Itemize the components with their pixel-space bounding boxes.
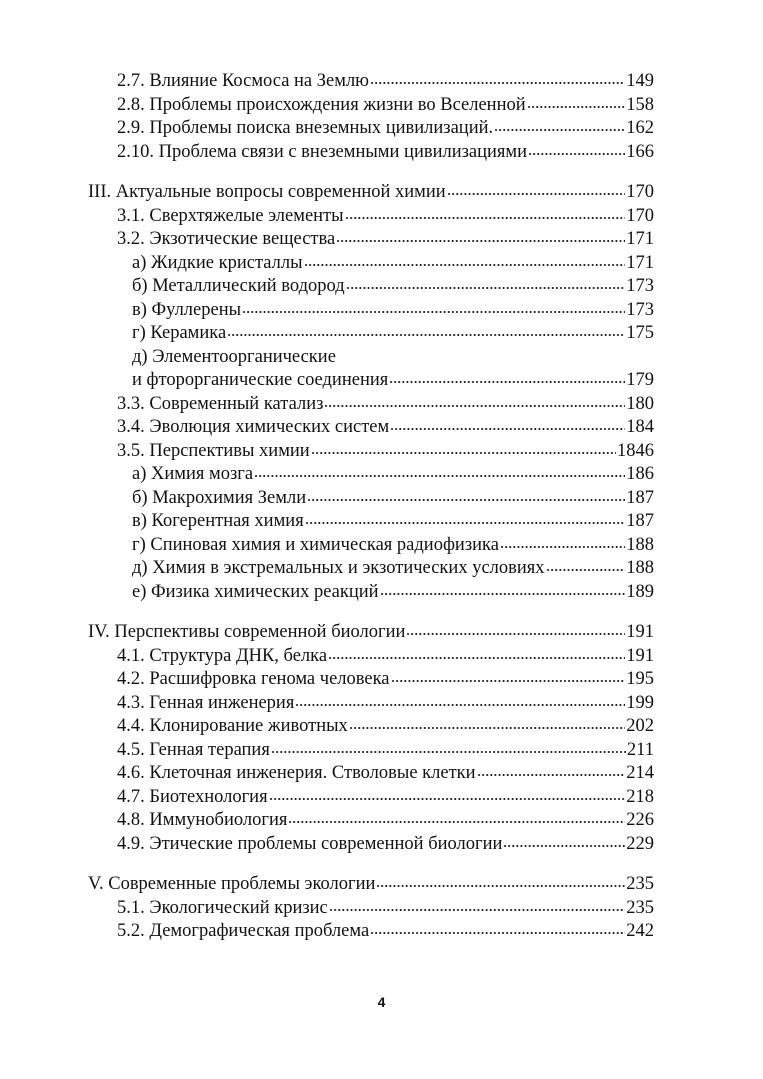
toc-entry (88, 70, 654, 94)
toc-entry-title: 3.4. Эволюция химических систем (117, 417, 390, 437)
toc-leader (271, 750, 626, 754)
toc-leader (346, 286, 626, 290)
toc-leader (528, 152, 625, 156)
toc-leader (447, 192, 626, 196)
toc-entry-page: 158 (626, 94, 654, 115)
toc-entry (88, 786, 654, 810)
toc-entry (88, 94, 654, 118)
toc-entry (88, 739, 654, 763)
toc-entry-page: 214 (626, 763, 654, 783)
toc-leader (227, 333, 625, 337)
toc-entry-page: 173 (626, 276, 654, 296)
toc-entry (88, 117, 654, 141)
toc-chapter (88, 181, 654, 205)
toc-leader (328, 656, 625, 660)
toc-entry-title: 3.1. Сверхтяжелые элементы (117, 205, 344, 226)
toc-chapter (88, 621, 654, 645)
toc-entry-title: 4.2. Расшифровка генома человека (117, 669, 390, 689)
toc-subentry (88, 581, 654, 605)
toc-entry-title: г) Керамика (132, 323, 227, 343)
toc-leader (376, 884, 625, 888)
toc-entry-title: 5.1. Экологический кризис (117, 897, 328, 918)
toc-subentry (88, 346, 654, 370)
toc-entry-title: 2.8. Проблемы происхождения жизни во Вселенной (117, 94, 526, 115)
toc-entry (88, 141, 654, 165)
toc-entry-page: 191 (626, 645, 654, 666)
toc-leader (305, 521, 626, 525)
toc-entry-page: 184 (626, 417, 654, 437)
toc-entry-page: 180 (626, 393, 654, 414)
toc-subentry (88, 557, 654, 581)
toc-leader (370, 931, 625, 935)
toc-entry-page: 175 (626, 323, 654, 343)
toc-leader (390, 427, 625, 431)
toc-entry-page: 235 (626, 897, 654, 918)
toc-leader (527, 105, 626, 109)
toc-entry-page: 170 (626, 182, 654, 202)
toc-entry-title: 4.7. Биотехнология (117, 786, 268, 807)
toc-entry-title: 2.7. Влияние Космоса на Землю (117, 71, 369, 91)
toc-entry-page: 166 (626, 141, 654, 162)
toc-leader (370, 81, 625, 85)
toc-leader (242, 310, 625, 314)
toc-entry (88, 228, 654, 252)
toc-entry (88, 393, 654, 417)
toc-subentry-continuation (88, 369, 654, 393)
toc-leader (494, 128, 625, 132)
toc-entry-title: 3.5. Перспективы химии (117, 440, 310, 461)
toc-subentry (88, 510, 654, 534)
toc-entry-title: и фторорганические соединения (132, 370, 389, 390)
toc-entry-title: 4.3. Генная инженерия (117, 692, 295, 713)
toc-entry-page: 188 (626, 534, 654, 555)
toc-entry-page: 162 (626, 118, 654, 138)
toc-chapter-title: III. Актуальные вопросы современной химии (88, 182, 446, 202)
toc-entry (88, 692, 654, 716)
toc-leader (345, 216, 626, 220)
toc-leader (311, 451, 616, 455)
toc-entry-title: 2.10. Проблема связи с внеземными цивилизациями (117, 141, 528, 162)
toc-entry-page: 226 (626, 810, 654, 830)
toc-entry (88, 440, 654, 464)
toc-entry (88, 833, 654, 857)
toc-entry-page: 235 (626, 874, 654, 894)
toc-entry-page: 195 (626, 669, 654, 689)
toc-entry (88, 645, 654, 669)
toc-subentry (88, 299, 654, 323)
toc-entry (88, 668, 654, 692)
toc-entry-page: 1846 (617, 440, 654, 461)
toc-leader (380, 592, 626, 596)
toc-entry-page: 171 (626, 252, 654, 273)
toc-subentry (88, 275, 654, 299)
table-of-contents (88, 70, 654, 944)
toc-leader (389, 380, 625, 384)
toc-chapter-title: IV. Перспективы современной биологии (88, 622, 406, 642)
toc-leader (391, 679, 626, 683)
toc-entry-title: а) Химия мозга (132, 464, 254, 484)
toc-subentry (88, 487, 654, 511)
toc-entry-page: 199 (626, 692, 654, 713)
toc-entry-page: 211 (626, 739, 654, 760)
toc-leader (304, 263, 626, 267)
toc-entry-title: е) Физика химических реакций (132, 581, 379, 602)
toc-chapter-title: V. Современные проблемы экологии (88, 874, 376, 894)
toc-entry-title: в) Когерентная химия (132, 511, 304, 531)
toc-entry-title: 4.1. Структура ДНК, белка (117, 645, 328, 666)
toc-entry-page: 189 (626, 581, 654, 602)
toc-entry-page: 186 (626, 464, 654, 484)
toc-leader (254, 474, 625, 478)
toc-entry-title: г) Спиновая химия и химическая радиофизика (132, 534, 499, 555)
toc-entry (88, 205, 654, 229)
toc-entry-title: 4.6. Клеточная инженерия. Стволовые клетки (117, 763, 476, 783)
toc-entry-page: 188 (626, 558, 654, 578)
toc-entry-page: 187 (626, 511, 654, 531)
toc-entry-title: 4.4. Клонирование животных (117, 716, 348, 736)
toc-subentry (88, 322, 654, 346)
toc-subentry (88, 252, 654, 276)
toc-subentry (88, 463, 654, 487)
toc-entry-title: д) Элементоорганические (132, 346, 336, 367)
toc-entry-page: 173 (626, 299, 654, 320)
toc-entry-title: 4.5. Генная терапия (117, 739, 270, 760)
toc-leader (288, 820, 625, 824)
toc-entry-title: а) Жидкие кристаллы (132, 252, 303, 273)
toc-entry-page: 179 (626, 370, 654, 390)
toc-leader (546, 568, 626, 572)
toc-subentry (88, 534, 654, 558)
toc-entry (88, 897, 654, 921)
toc-leader (349, 726, 625, 730)
toc-entry-page: 229 (626, 833, 654, 854)
toc-entry-title: б) Металлический водород (132, 276, 345, 296)
toc-entry (88, 809, 654, 833)
toc-entry (88, 920, 654, 944)
toc-leader (329, 908, 625, 912)
toc-entry-page: 149 (626, 71, 654, 91)
toc-entry-title: 4.9. Этические проблемы современной биологии (117, 833, 503, 854)
toc-entry-title: д) Химия в экстремальных и экзотических условиях (132, 558, 545, 578)
toc-entry-title: 5.2. Демографическая проблема (117, 921, 370, 941)
toc-entry (88, 762, 654, 786)
toc-entry-title: 3.3. Современный катализ (117, 393, 324, 414)
toc-entry-title: 3.2. Экзотические вещества (117, 229, 336, 249)
toc-entry (88, 715, 654, 739)
toc-entry-page: 242 (626, 921, 654, 941)
toc-chapter (88, 873, 654, 897)
toc-leader (503, 844, 625, 848)
toc-leader (406, 632, 625, 636)
toc-leader (324, 404, 625, 408)
toc-leader (477, 773, 626, 777)
page-number: 4 (377, 994, 386, 1010)
toc-entry-page: 191 (626, 622, 654, 642)
toc-entry-page: 170 (626, 205, 654, 226)
toc-leader (269, 797, 626, 801)
toc-leader (295, 703, 625, 707)
toc-entry-title: б) Макрохимия Земли (132, 487, 307, 508)
toc-leader (500, 545, 625, 549)
toc-entry (88, 416, 654, 440)
toc-leader (307, 498, 625, 502)
toc-entry-page: 202 (626, 716, 654, 736)
toc-entry-page: 187 (626, 487, 654, 508)
toc-entry-title: 4.8. Иммунобиология (117, 810, 288, 830)
toc-leader (336, 239, 625, 243)
toc-entry-page: 218 (626, 786, 654, 807)
toc-entry-title: в) Фуллерены (132, 299, 242, 320)
toc-entry-page: 171 (626, 229, 654, 249)
toc-entry-title: 2.9. Проблемы поиска внеземных цивилизаций. (117, 118, 494, 138)
